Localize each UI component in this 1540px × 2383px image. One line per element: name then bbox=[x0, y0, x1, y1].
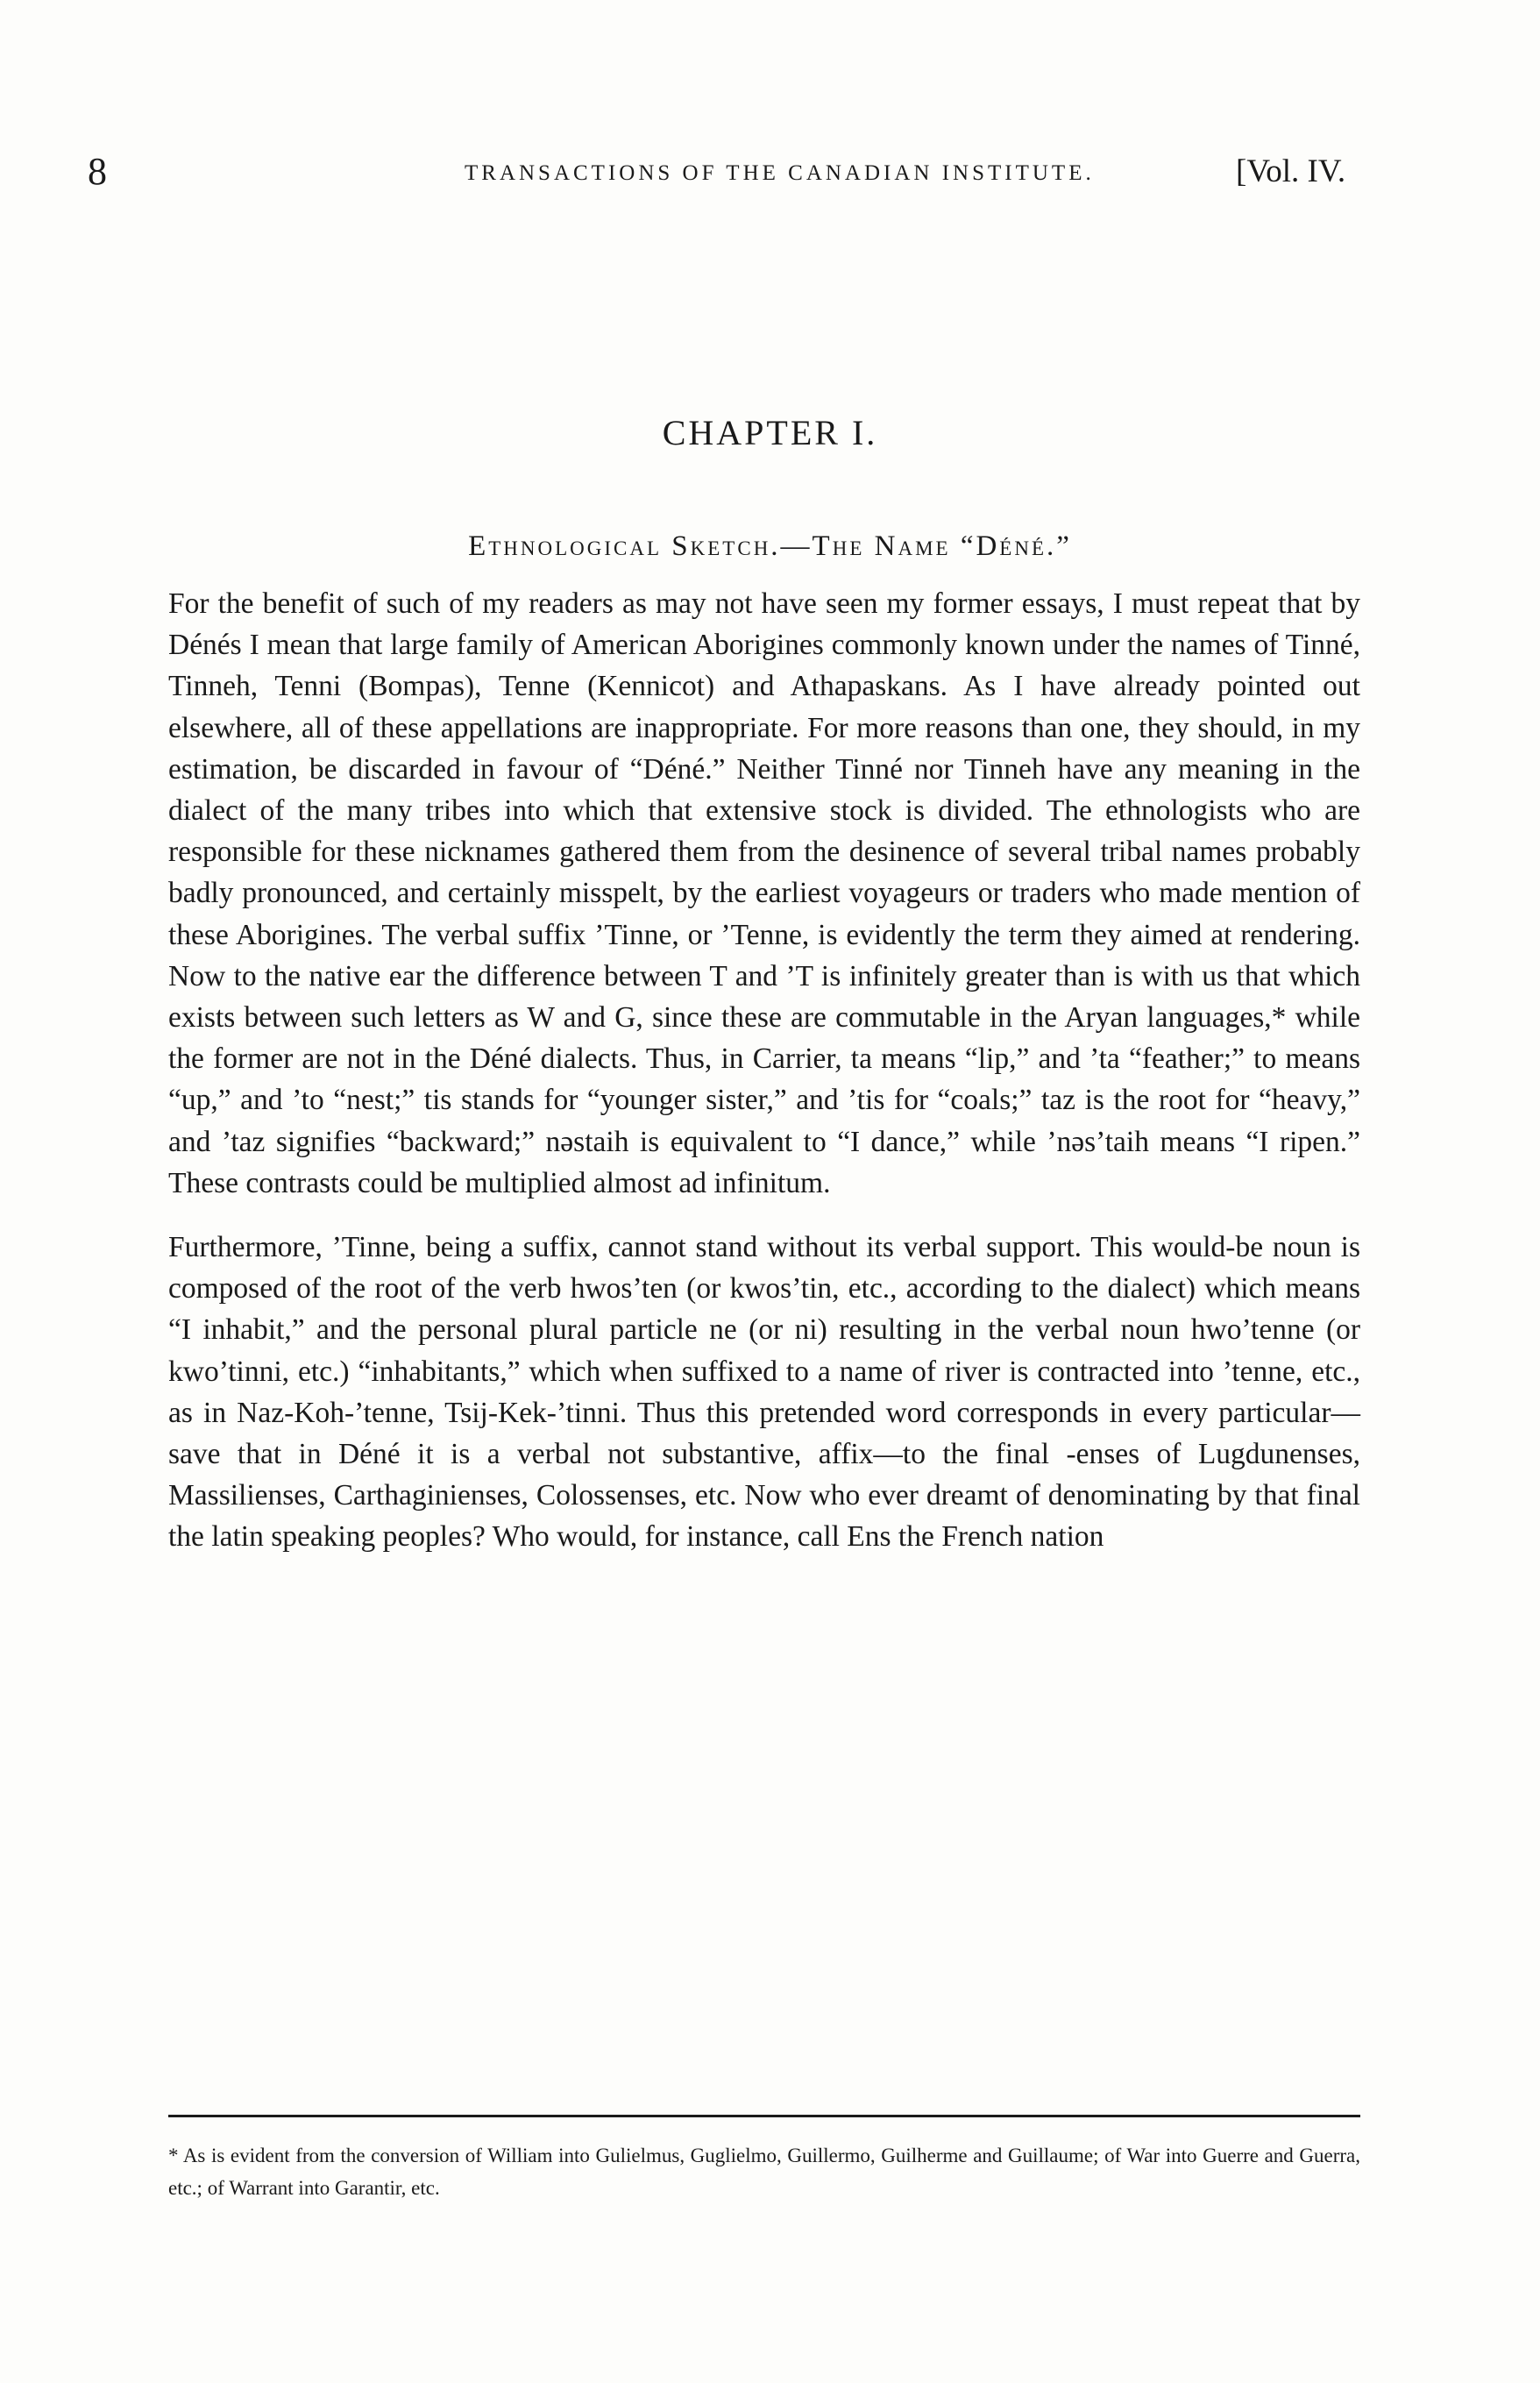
running-title: TRANSACTIONS OF THE CANADIAN INSTITUTE. bbox=[465, 161, 1095, 185]
section-title: Ethnological Sketch.—The Name “Déné.” bbox=[468, 530, 1072, 562]
paragraph: Furthermore, ’Tinne, being a suffix, cannot stand without its verbal support. This would-be noun is composed of the root of the verb hwos’ten (or kwos’tin, etc., according to the dialect) which means “I inhabit,” and the personal plural particle ne (or ni) resulting in the verbal noun hwo’tenne (or kwo’tinni, etc.) “inhabitants,” which when suffixed to a name of river is contracted into ’tenne, etc., as in Naz-Koh-’tenne, Tsij-Kek-’tinni. Thus this pretended word corresponds in every particular—save that in Déné it is a verbal not substantive, affix—to the final -enses of Lugdunenses, Massilienses, Carthaginienses, Colossenses, etc. Now who ever dreamt of denominating by that final the latin speaking peoples? Who would, for instance, call Ens the French nation bbox=[168, 1231, 1360, 1554]
footnote-divider bbox=[168, 2115, 1360, 2117]
running-header bbox=[0, 149, 1540, 202]
page-number: 8 bbox=[88, 150, 107, 193]
body-text bbox=[168, 583, 1360, 1558]
volume-label: [Vol. IV. bbox=[1236, 153, 1346, 189]
footnote: * As is evident from the conversion of William into Gulielmus, Guglielmo, Guillermo, Guilherme and Guillaume; of War into Guerre and Guerra, etc.; of Warrant into Garantir, etc. bbox=[168, 2145, 1360, 2199]
chapter-title: CHAPTER I. bbox=[662, 413, 878, 452]
paragraph: For the benefit of such of my readers as may not have seen my former essays, I must repeat that by Dénés I mean that large family of American Aborigines commonly known under the names of Tinné, Tinneh, Tenni (Bompas), Tenne (Kennicot) and Athapaskans. As I have already pointed out elsewhere, all of these appellations are inappropriate. For more reasons than one, they should, in my estimation, be discarded in favour of “Déné.” Neither Tinné nor Tinneh have any meaning in the dialect of the many tribes into which that extensive stock is divided. The ethnologists who are responsible for these nicknames gathered them from the desinence of several tribal names probably badly pronounced, and certainly misspelt, by the earliest voyageurs or traders who made mention of these Aborigines. The verbal suffix ’Tinne, or ’Tenne, is evidently the term they aimed at rendering. Now to the native ear the difference between T and ’T is infinitely greater than is with us that which exists between such letters as W and G, since these are commutable in the Aryan languages,* while the former are not in the Déné dialects. Thus, in Carrier, ta means “lip,” and ’ta “feather;” to means “up,” and ’to “nest;” tis stands for “younger sister,” and ’tis for “coals;” taz is the root for “heavy,” and ’taz signifies “backward;” nəstaih is equivalent to “I dance,” while ’nəs’taih means “I ripen.” These contrasts could be multiplied almost ad infinitum. bbox=[168, 587, 1360, 1199]
